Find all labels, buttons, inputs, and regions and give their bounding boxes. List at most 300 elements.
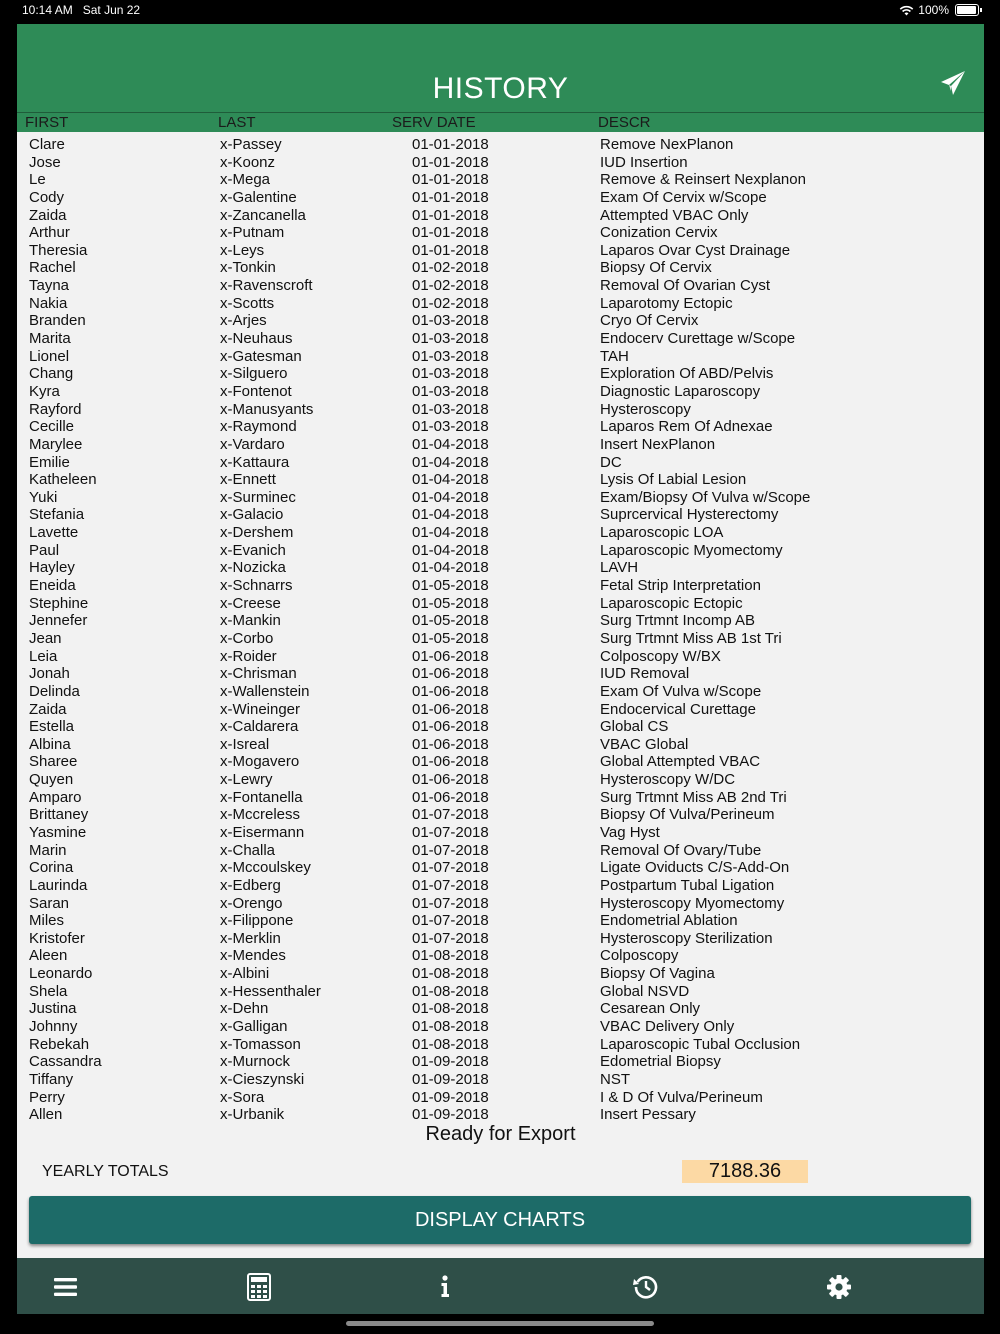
record-serv-date: 01-09-2018 (412, 1088, 489, 1106)
status-right (899, 3, 982, 17)
record-last-name: x-Mankin (220, 612, 281, 630)
record-first-name: Cody (29, 188, 65, 206)
table-row[interactable] (17, 789, 984, 807)
record-serv-date: 01-06-2018 (412, 718, 489, 736)
table-row[interactable] (17, 683, 984, 701)
table-row[interactable] (17, 454, 984, 472)
record-first-name: Katheleen (29, 471, 97, 489)
display-charts-button[interactable]: DISPLAY CHARTS (29, 1196, 971, 1244)
record-first-name: Perry (29, 1088, 65, 1106)
table-row[interactable] (17, 1018, 984, 1036)
record-serv-date: 01-01-2018 (412, 206, 489, 224)
record-serv-date: 01-04-2018 (412, 453, 489, 471)
battery-icon (955, 4, 979, 16)
record-descr: Insert NexPlanon (600, 435, 716, 453)
record-first-name: Justina (29, 1000, 77, 1018)
table-row[interactable] (17, 842, 984, 860)
table-row[interactable] (17, 506, 984, 524)
record-first-name: Jose (29, 153, 61, 171)
record-first-name: Quyen (29, 771, 74, 789)
record-descr: VBAC Global (600, 735, 689, 753)
record-serv-date: 01-05-2018 (412, 612, 489, 630)
record-serv-date: 01-07-2018 (412, 859, 489, 877)
record-descr: I & D Of Vulva/Perineum (600, 1088, 763, 1106)
table-row[interactable] (17, 224, 984, 242)
record-first-name: Kristofer (29, 929, 85, 947)
record-last-name: x-Surminec (220, 488, 296, 506)
record-first-name: Tiffany (29, 1070, 74, 1088)
record-serv-date: 01-08-2018 (412, 1035, 489, 1053)
record-first-name: Jean (29, 629, 62, 647)
record-descr: Fetal Strip Interpretation (600, 577, 761, 595)
record-descr: Laparoscopic Ectopic (600, 594, 743, 612)
record-serv-date: 01-05-2018 (412, 577, 489, 595)
table-row[interactable] (17, 930, 984, 948)
record-first-name: Shela (29, 982, 68, 1000)
record-serv-date: 01-04-2018 (412, 559, 489, 577)
record-first-name: Hayley (29, 559, 75, 577)
record-first-name: Yasmine (29, 823, 87, 841)
record-first-name: Cecille (29, 418, 75, 436)
record-descr: Hysteroscopy Myomectomy (600, 894, 785, 912)
record-serv-date: 01-02-2018 (412, 277, 489, 295)
record-serv-date: 01-03-2018 (412, 330, 489, 348)
record-first-name: Marin (29, 841, 67, 859)
record-last-name: x-Silguero (220, 365, 288, 383)
record-descr: Exam Of Cervix w/Scope (600, 188, 767, 206)
record-first-name: Jonah (29, 665, 70, 683)
record-first-name: Marita (29, 330, 71, 348)
record-last-name: x-Ravenscroft (220, 277, 313, 295)
record-first-name: Amparo (29, 788, 82, 806)
battery-percent: 100% (918, 3, 949, 17)
record-first-name: Corina (29, 859, 74, 877)
record-serv-date: 01-08-2018 (412, 1018, 489, 1036)
record-first-name: Rayford (29, 400, 82, 418)
record-serv-date: 01-09-2018 (412, 1053, 489, 1071)
record-first-name: Delinda (29, 682, 80, 700)
record-last-name: x-Edberg (220, 876, 281, 894)
record-first-name: Nakia (29, 294, 68, 312)
record-serv-date: 01-01-2018 (412, 224, 489, 242)
record-last-name: x-Nozicka (220, 559, 286, 577)
record-descr: Lysis Of Labial Lesion (600, 471, 747, 489)
table-row[interactable] (17, 1053, 984, 1071)
record-last-name: x-Passey (220, 136, 282, 153)
record-last-name: x-Leys (220, 241, 265, 259)
send-icon[interactable] (940, 70, 966, 96)
record-first-name: Le (29, 171, 46, 189)
record-descr: Exam/Biopsy Of Vulva w/Scope (600, 488, 811, 506)
record-descr: Exam Of Vulva w/Scope (600, 682, 762, 700)
record-first-name: Chang (29, 365, 74, 383)
record-descr: IUD Insertion (600, 153, 688, 171)
table-row[interactable] (17, 1000, 984, 1018)
record-serv-date: 01-07-2018 (412, 929, 489, 947)
record-descr: Laparos Rem Of Adnexae (600, 418, 773, 436)
table-row[interactable] (17, 348, 984, 366)
table-row[interactable] (17, 824, 984, 842)
record-serv-date: 01-08-2018 (412, 965, 489, 983)
record-descr: Global CS (600, 718, 669, 736)
record-first-name: Sharee (29, 753, 78, 771)
record-last-name: x-Ennett (220, 471, 276, 489)
record-last-name: x-Albini (220, 965, 270, 983)
record-last-name: x-Evanich (220, 541, 286, 559)
record-first-name: Eneida (29, 577, 76, 595)
record-descr: Remove & Reinsert Nexplanon (600, 171, 806, 189)
record-descr: NST (600, 1070, 630, 1088)
table-row[interactable] (17, 207, 984, 225)
record-first-name: Estella (29, 718, 75, 736)
home-indicator (346, 1321, 654, 1326)
record-first-name: Branden (29, 312, 86, 330)
record-last-name: x-Roider (220, 647, 277, 665)
record-last-name: x-Mccoulskey (220, 859, 311, 877)
record-first-name: Kyra (29, 382, 60, 400)
page-title: HISTORY (432, 72, 569, 105)
history-list[interactable] (17, 136, 984, 1124)
record-descr: Removal Of Ovarian Cyst (600, 277, 771, 295)
record-serv-date: 01-07-2018 (412, 876, 489, 894)
record-serv-date: 01-07-2018 (412, 823, 489, 841)
record-descr: Laparoscopic Myomectomy (600, 541, 783, 559)
record-descr: LAVH (600, 559, 639, 577)
table-row[interactable] (17, 612, 984, 630)
record-first-name: Johnny (29, 1018, 78, 1036)
table-row[interactable] (17, 1106, 984, 1124)
record-last-name: x-Caldarera (220, 718, 299, 736)
record-first-name: Leonardo (29, 965, 93, 983)
record-last-name: x-Wallenstein (220, 682, 310, 700)
record-serv-date: 01-02-2018 (412, 294, 489, 312)
table-row[interactable] (17, 1071, 984, 1089)
record-last-name: x-Creese (220, 594, 281, 612)
record-last-name: x-Lewry (220, 771, 273, 789)
record-descr: Biopsy Of Cervix (600, 259, 712, 277)
record-first-name: Jennefer (29, 612, 88, 630)
table-row[interactable] (17, 665, 984, 683)
record-serv-date: 01-08-2018 (412, 1000, 489, 1018)
record-last-name: x-Urbanik (220, 1106, 285, 1124)
table-row[interactable] (17, 595, 984, 613)
record-last-name: x-Zancanella (220, 206, 306, 224)
col-header-serv-date[interactable]: SERV DATE (392, 114, 476, 131)
record-descr: Hysteroscopy (600, 400, 691, 418)
record-descr: Hysteroscopy W/DC (600, 771, 736, 789)
record-descr: VBAC Delivery Only (600, 1018, 735, 1036)
record-last-name: x-Sora (220, 1088, 265, 1106)
record-first-name: Brittaney (29, 806, 89, 824)
record-serv-date: 01-08-2018 (412, 947, 489, 965)
table-row[interactable] (17, 189, 984, 207)
battery-tip (980, 8, 982, 12)
table-row[interactable] (17, 489, 984, 507)
record-descr: Colposcopy (600, 947, 679, 965)
tab-bar (17, 1258, 984, 1314)
record-last-name: x-Kattaura (220, 453, 290, 471)
record-serv-date: 01-01-2018 (412, 241, 489, 259)
record-last-name: x-Cieszynski (220, 1070, 305, 1088)
record-last-name: x-Schnarrs (220, 577, 293, 595)
info-icon[interactable] (430, 1272, 460, 1302)
table-row[interactable] (17, 736, 984, 754)
table-row[interactable] (17, 859, 984, 877)
record-serv-date: 01-07-2018 (412, 841, 489, 859)
record-descr: Hysteroscopy Sterilization (600, 929, 773, 947)
table-row[interactable] (17, 947, 984, 965)
record-serv-date: 01-06-2018 (412, 771, 489, 789)
record-serv-date: 01-03-2018 (412, 418, 489, 436)
record-last-name: x-Mccreless (220, 806, 301, 824)
record-serv-date: 01-07-2018 (412, 806, 489, 824)
table-row[interactable] (17, 718, 984, 736)
record-descr: Endocervical Curettage (600, 700, 756, 718)
record-serv-date: 01-04-2018 (412, 541, 489, 559)
record-descr: Global Attempted VBAC (600, 753, 761, 771)
record-descr: Cesarean Only (600, 1000, 701, 1018)
record-last-name: x-Eisermann (220, 823, 305, 841)
record-descr: Cryo Of Cervix (600, 312, 699, 330)
record-last-name: x-Murnock (220, 1053, 291, 1071)
history-icon[interactable] (631, 1272, 661, 1302)
table-row[interactable] (17, 312, 984, 330)
record-last-name: x-Scotts (220, 294, 275, 312)
record-descr: Laparoscopic LOA (600, 524, 724, 542)
record-last-name: x-Fontenot (220, 382, 292, 400)
record-first-name: Aleen (29, 947, 68, 965)
record-descr: TAH (600, 347, 629, 365)
record-descr: Laparotomy Ectopic (600, 294, 733, 312)
record-last-name: x-Corbo (220, 629, 274, 647)
table-row[interactable] (17, 365, 984, 383)
status-date: Sat Jun 22 (82, 3, 141, 17)
record-last-name: x-Mega (220, 171, 271, 189)
record-descr: IUD Removal (600, 665, 690, 683)
record-first-name: Clare (29, 136, 65, 153)
record-last-name: x-Merklin (220, 929, 281, 947)
table-row[interactable] (17, 171, 984, 189)
record-serv-date: 01-06-2018 (412, 735, 489, 753)
status-time: 10:14 AM (22, 3, 73, 17)
menu-icon[interactable] (51, 1272, 81, 1302)
table-row[interactable] (17, 330, 984, 348)
record-last-name: x-Neuhaus (220, 330, 293, 348)
record-descr: Laparoscopic Tubal Occlusion (600, 1035, 801, 1053)
record-last-name: x-Challa (220, 841, 276, 859)
record-descr: Diagnostic Laparoscopy (600, 382, 761, 400)
table-row[interactable] (17, 577, 984, 595)
history-screen (17, 24, 984, 1314)
record-first-name: Rachel (29, 259, 76, 277)
record-serv-date: 01-05-2018 (412, 629, 489, 647)
record-first-name: Cassandra (29, 1053, 102, 1071)
record-descr: Suprcervical Hysterectomy (600, 506, 779, 524)
record-descr: Conization Cervix (600, 224, 718, 242)
record-serv-date: 01-03-2018 (412, 382, 489, 400)
table-row[interactable] (17, 277, 984, 295)
record-serv-date: 01-06-2018 (412, 788, 489, 806)
record-serv-date: 01-07-2018 (412, 894, 489, 912)
record-last-name: x-Galentine (220, 188, 297, 206)
table-row[interactable] (17, 895, 984, 913)
table-row[interactable] (17, 983, 984, 1001)
record-serv-date: 01-01-2018 (412, 153, 489, 171)
record-serv-date: 01-04-2018 (412, 488, 489, 506)
record-first-name: Albina (29, 735, 71, 753)
header (17, 24, 984, 112)
record-descr: Surg Trtmnt Miss AB 2nd Tri (600, 788, 787, 806)
record-last-name: x-Chrisman (220, 665, 297, 683)
record-last-name: x-Galligan (220, 1018, 288, 1036)
record-descr: Colposcopy W/BX (600, 647, 721, 665)
record-first-name: Marylee (29, 435, 83, 453)
col-header-last[interactable]: LAST (218, 114, 256, 131)
record-first-name: Arthur (29, 224, 70, 242)
table-row[interactable] (17, 877, 984, 895)
record-serv-date: 01-06-2018 (412, 682, 489, 700)
record-serv-date: 01-04-2018 (412, 506, 489, 524)
record-first-name: Allen (29, 1106, 63, 1124)
table-row[interactable] (17, 242, 984, 260)
record-serv-date: 01-03-2018 (412, 347, 489, 365)
record-serv-date: 01-03-2018 (412, 365, 489, 383)
table-row[interactable] (17, 806, 984, 824)
record-serv-date: 01-08-2018 (412, 982, 489, 1000)
yearly-totals-label: YEARLY TOTALS (42, 1163, 169, 1180)
table-row[interactable] (17, 965, 984, 983)
record-serv-date: 01-04-2018 (412, 435, 489, 453)
record-last-name: x-Wineinger (220, 700, 301, 718)
status-left (22, 3, 140, 17)
record-last-name: x-Dershem (220, 524, 294, 542)
table-row[interactable] (17, 912, 984, 930)
record-descr: Vag Hyst (600, 823, 660, 841)
record-last-name: x-Tonkin (220, 259, 276, 277)
col-header-descr[interactable]: DESCR (598, 114, 651, 131)
record-descr: Surg Trtmnt Incomp AB (600, 612, 756, 630)
record-serv-date: 01-04-2018 (412, 471, 489, 489)
table-row[interactable] (17, 701, 984, 719)
record-descr: Laparos Ovar Cyst Drainage (600, 241, 791, 259)
table-row[interactable] (17, 630, 984, 648)
status-bar (0, 0, 1000, 22)
yearly-totals-value: 7188.36 (682, 1160, 808, 1183)
record-first-name: Tayna (29, 277, 70, 295)
record-serv-date: 01-06-2018 (412, 647, 489, 665)
record-last-name: x-Mendes (220, 947, 286, 965)
table-row[interactable] (17, 259, 984, 277)
record-last-name: x-Dehn (220, 1000, 269, 1018)
table-row[interactable] (17, 436, 984, 454)
record-first-name: Stefania (29, 506, 85, 524)
table-row[interactable] (17, 471, 984, 489)
record-last-name: x-Fontanella (220, 788, 303, 806)
record-last-name: x-Raymond (220, 418, 297, 436)
record-serv-date: 01-03-2018 (412, 400, 489, 418)
record-first-name: Theresia (29, 241, 88, 259)
record-first-name: Paul (29, 541, 60, 559)
record-first-name: Lionel (29, 347, 70, 365)
record-first-name: Yuki (29, 488, 58, 506)
record-serv-date: 01-09-2018 (412, 1106, 489, 1124)
record-serv-date: 01-02-2018 (412, 259, 489, 277)
record-first-name: Zaida (29, 700, 67, 718)
table-row[interactable] (17, 542, 984, 560)
table-row[interactable] (17, 648, 984, 666)
record-serv-date: 01-04-2018 (412, 524, 489, 542)
record-serv-date: 01-05-2018 (412, 594, 489, 612)
table-row[interactable] (17, 295, 984, 313)
record-descr: Removal Of Ovary/Tube (600, 841, 762, 859)
record-last-name: x-Mogavero (220, 753, 300, 771)
record-first-name: Lavette (29, 524, 79, 542)
record-last-name: x-Putnam (220, 224, 285, 242)
table-row[interactable] (17, 154, 984, 172)
table-row[interactable] (17, 383, 984, 401)
table-row[interactable] (17, 559, 984, 577)
record-last-name: x-Manusyants (220, 400, 314, 418)
record-first-name: Zaida (29, 206, 67, 224)
record-descr: Attempted VBAC Only (600, 206, 749, 224)
record-first-name: Stephine (29, 594, 89, 612)
table-row[interactable] (17, 418, 984, 436)
record-first-name: Leia (29, 647, 58, 665)
settings-icon[interactable] (824, 1272, 854, 1302)
record-serv-date: 01-01-2018 (412, 171, 489, 189)
record-descr: Endometrial Ablation (600, 912, 738, 930)
table-row[interactable] (17, 1089, 984, 1107)
record-serv-date: 01-01-2018 (412, 188, 489, 206)
record-last-name: x-Filippone (220, 912, 294, 930)
record-serv-date: 01-01-2018 (412, 136, 489, 153)
wifi-icon (899, 5, 914, 16)
record-descr: Surg Trtmnt Miss AB 1st Tri (600, 629, 782, 647)
record-descr: Postpartum Tubal Ligation (600, 876, 775, 894)
record-last-name: x-Galacio (220, 506, 284, 524)
record-serv-date: 01-06-2018 (412, 665, 489, 683)
record-serv-date: 01-07-2018 (412, 912, 489, 930)
col-header-first[interactable]: FIRST (25, 114, 69, 131)
record-serv-date: 01-09-2018 (412, 1070, 489, 1088)
record-first-name: Emilie (29, 453, 70, 471)
table-row[interactable] (17, 753, 984, 771)
record-descr: Exploration Of ABD/Pelvis (600, 365, 774, 383)
record-descr: Endocerv Curettage w/Scope (600, 330, 796, 348)
record-last-name: x-Koonz (220, 153, 276, 171)
record-descr: DC (600, 453, 622, 471)
record-descr: Edometrial Biopsy (600, 1053, 721, 1071)
table-row[interactable] (17, 401, 984, 419)
record-serv-date: 01-06-2018 (412, 753, 489, 771)
record-last-name: x-Tomasson (220, 1035, 301, 1053)
record-descr: Remove NexPlanon (600, 136, 734, 153)
table-row[interactable] (17, 136, 984, 154)
record-descr: Biopsy Of Vagina (600, 965, 715, 983)
record-last-name: x-Isreal (220, 735, 270, 753)
record-first-name: Saran (29, 894, 70, 912)
table-row[interactable] (17, 1036, 984, 1054)
record-first-name: Laurinda (29, 876, 88, 894)
table-row[interactable] (17, 771, 984, 789)
record-descr: Ligate Oviducts C/S-Add-On (600, 859, 790, 877)
record-first-name: Rebekah (29, 1035, 90, 1053)
table-row[interactable] (17, 524, 984, 542)
record-last-name: x-Hessenthaler (220, 982, 321, 1000)
record-last-name: x-Gatesman (220, 347, 302, 365)
column-headers (17, 112, 984, 132)
calculator-icon[interactable] (244, 1272, 274, 1302)
